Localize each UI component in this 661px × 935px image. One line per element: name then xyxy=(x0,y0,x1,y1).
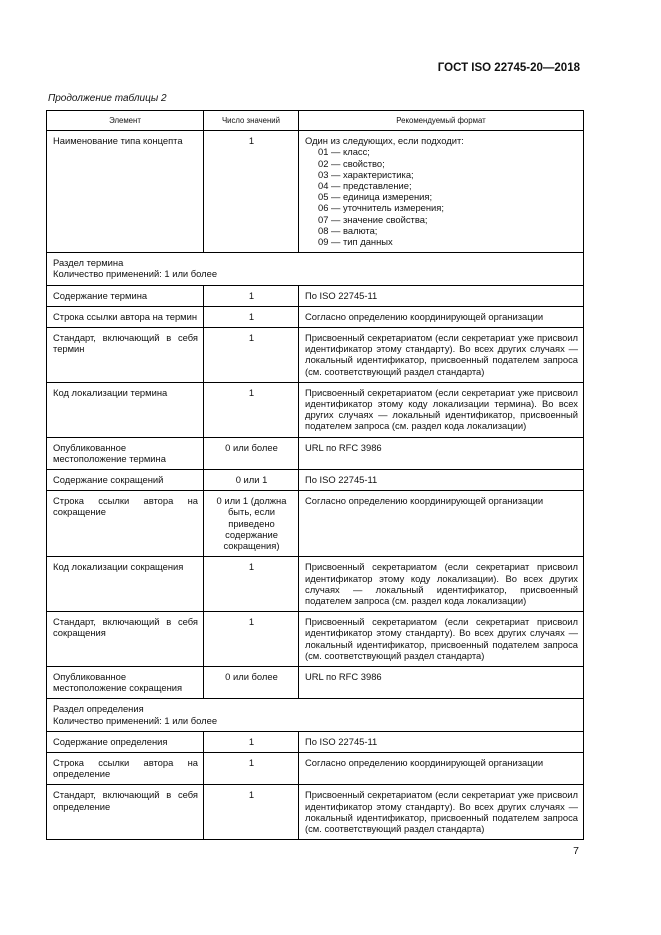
column-header-format: Рекомендуемый формат xyxy=(299,111,584,131)
table-row xyxy=(47,328,584,383)
section-title: Раздел определения xyxy=(53,703,144,715)
cell-element: Строка ссылки автора на сокращение xyxy=(47,491,204,557)
format-intro: Один из следующих, если подходит: xyxy=(305,135,464,147)
column-header-element: Элемент xyxy=(47,111,204,131)
format-list-item: 01 — класс; xyxy=(318,146,370,158)
cell-count: 1 xyxy=(204,328,299,383)
format-list-item: 04 — представление; xyxy=(318,180,412,192)
table-row-concept-type xyxy=(47,131,584,253)
cell-element: Стандарт, включающий в себя термин xyxy=(47,328,204,383)
section-row-definition xyxy=(47,699,584,731)
cell-format: По ISO 22745-11 xyxy=(299,731,584,752)
format-list-item: 03 — характеристика; xyxy=(318,168,414,180)
table-row xyxy=(47,752,584,784)
cell-element: Содержание сокращений xyxy=(47,470,204,491)
section-title: Раздел термина xyxy=(53,257,124,269)
section-row-term xyxy=(47,253,584,285)
cell-count: 0 или более xyxy=(204,437,299,469)
cell-format: По ISO 22745-11 xyxy=(299,470,584,491)
format-list-item: 02 — свойство; xyxy=(318,157,385,169)
cell-count: 1 xyxy=(204,612,299,667)
format-list-item: 06 — уточнитель измерения; xyxy=(318,202,444,214)
cell-element: Наименование типа концепта xyxy=(47,131,204,253)
format-list-item: 07 — значение свойства; xyxy=(318,213,428,225)
table-row xyxy=(47,666,584,698)
cell-element: Опубликованное местоположение сокращения xyxy=(47,666,204,698)
cell-count: 1 xyxy=(204,306,299,327)
cell-format xyxy=(299,131,584,253)
cell-format: Присвоенный секретариатом (если секретариат уже присвоил идентификатор этому коду локализации термина). Во всех других случаях — локальный идентификатор, присвоенный подателем запроса (см. раздел кода локализации) xyxy=(299,382,584,437)
cell-count: 1 xyxy=(204,557,299,612)
table-row xyxy=(47,470,584,491)
format-list-item: 05 — единица измерения; xyxy=(318,191,433,203)
table-row xyxy=(47,731,584,752)
cell-format: URL по RFC 3986 xyxy=(299,437,584,469)
format-list xyxy=(305,146,578,247)
format-table xyxy=(46,110,584,840)
table-row xyxy=(47,382,584,437)
page-number: 7 xyxy=(573,845,579,857)
table-row xyxy=(47,557,584,612)
table-row xyxy=(47,491,584,557)
table-row xyxy=(47,437,584,469)
section-cell-term xyxy=(47,253,584,285)
cell-count: 1 xyxy=(204,731,299,752)
document-code: ГОСТ ISO 22745-20—2018 xyxy=(437,62,580,74)
section-usage: Количество применений: 1 или более xyxy=(53,714,218,726)
cell-format: Согласно определению координирующей организации xyxy=(299,306,584,327)
section-usage: Количество применений: 1 или более xyxy=(53,268,218,280)
cell-format: Согласно определению координирующей организации xyxy=(299,752,584,784)
table-row xyxy=(47,285,584,306)
cell-format: Присвоенный секретариатом (если секретариат уже присвоил идентификатор этому стандарту). Во всех других случаях — локальный идентификатор, присвоенный подателем запроса (см. соответствующий раздел стандарта) xyxy=(299,328,584,383)
cell-element: Содержание термина xyxy=(47,285,204,306)
table-row xyxy=(47,785,584,840)
cell-element: Строка ссылки автора на термин xyxy=(47,306,204,327)
cell-element: Код локализации термина xyxy=(47,382,204,437)
column-header-count: Число значений xyxy=(204,111,299,131)
cell-count: 0 или более xyxy=(204,666,299,698)
cell-element: Код локализации сокращения xyxy=(47,557,204,612)
cell-format: Согласно определению координирующей организации xyxy=(299,491,584,557)
cell-count: 1 xyxy=(204,752,299,784)
cell-format: Присвоенный секретариатом (если секретариат присвоил идентификатор этому коду локализации). Во всех других случаях — локальный идентификатор, присвоенный подателем запроса (см. раздел кода локализации) xyxy=(299,557,584,612)
table-row xyxy=(47,612,584,667)
cell-format: Присвоенный секретариатом (если секретариат присвоил идентификатор этому стандарту). Во всех других случаях — локальный идентификатор, присвоенный подателем запроса (см. соответствующий раздел стандарта) xyxy=(299,612,584,667)
cell-format: URL по RFC 3986 xyxy=(299,666,584,698)
cell-count: 0 или 1 xyxy=(204,470,299,491)
table-header-row xyxy=(47,111,584,131)
table-row xyxy=(47,306,584,327)
cell-count: 1 xyxy=(204,382,299,437)
format-list-item: 09 — тип данных xyxy=(318,236,393,248)
cell-format: По ISO 22745-11 xyxy=(299,285,584,306)
section-cell-definition xyxy=(47,699,584,731)
cell-element: Стандарт, включающий в себя определение xyxy=(47,785,204,840)
cell-format: Присвоенный секретариатом (если секретариат уже присвоил идентификатор этому стандарту). Во всех других случаях — локальный идентификатор, присвоенный подателем запроса (см. соответствующий раздел стандарта) xyxy=(299,785,584,840)
cell-count: 1 xyxy=(204,131,299,253)
cell-count: 0 или 1 (должна быть, если приведено содержание сокращения) xyxy=(204,491,299,557)
cell-element: Опубликованное местоположение термина xyxy=(47,437,204,469)
cell-element: Стандарт, включающий в себя сокращения xyxy=(47,612,204,667)
cell-element: Строка ссылки автора на определение xyxy=(47,752,204,784)
cell-count: 1 xyxy=(204,785,299,840)
table-continuation-caption: Продолжение таблицы 2 xyxy=(48,93,167,104)
cell-element: Содержание определения xyxy=(47,731,204,752)
cell-count: 1 xyxy=(204,285,299,306)
format-list-item: 08 — валюта; xyxy=(318,224,378,236)
